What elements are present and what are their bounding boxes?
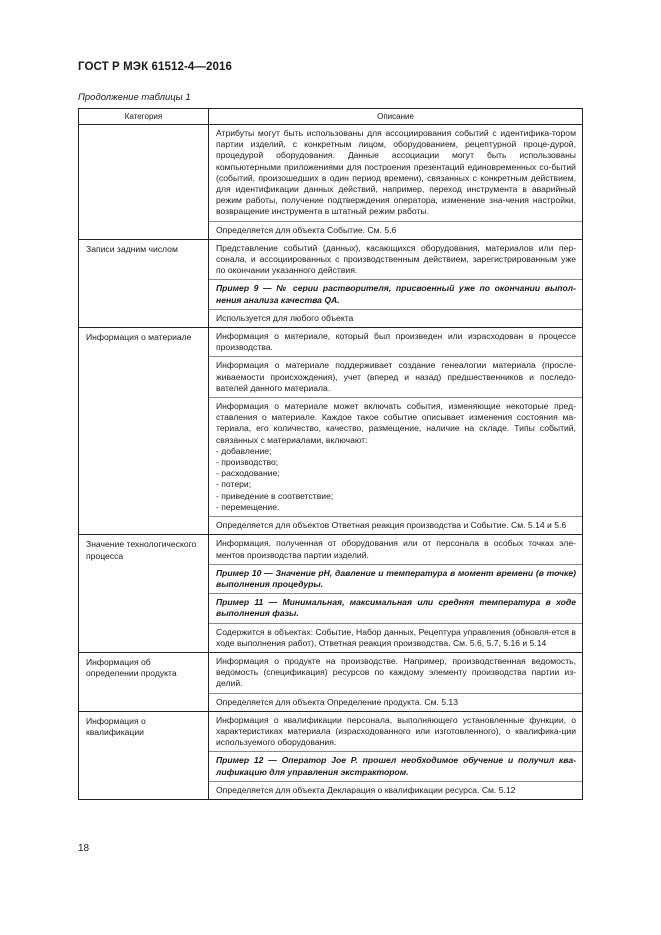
paragraph-text: Определяется для объекта Определение продукта. См. 5.13 — [216, 696, 458, 707]
list-item: - потери; — [216, 479, 252, 490]
example-paragraph — [209, 593, 582, 622]
table-header-row — [79, 109, 583, 125]
paragraph-text: Атрибуты могут быть использованы для ассоциирования событий с идентифика-тором партии изделий, с конкретным лицом, оборудованием, рецептурной проце-дурой, процедурой оборудования. Данные ассоциации могут быть использованы компьютерными приложениями для построения презентаций единовременных со-бытий (событий, произошедших в один период времени), связанных с конкретным действием, для идентификации данных действий, например, переход инструмента в аварийный режим работы, получение подтверждения оператора, изменение зна-чения настройки, возвращение инструмента в штатный режим работы. — [216, 128, 576, 217]
document-title: ГОСТ Р МЭК 61512-4—2016 — [78, 61, 232, 73]
table-row — [79, 711, 583, 799]
row-category: Записи задним числом — [79, 239, 209, 327]
paragraph-text: Пример 10 — Значение pH, давление и температура в момент времени (в точке) выполнения процедуры. — [216, 567, 576, 589]
description-paragraph — [209, 781, 582, 799]
row-description — [209, 535, 583, 653]
table-row — [79, 535, 583, 653]
list-item: - приведение в соответствие; — [216, 490, 334, 501]
row-description — [209, 711, 583, 799]
paragraph-text: Информация о материале, который был произведен или израсходован в процессе производства. — [216, 331, 576, 353]
row-description — [209, 125, 583, 240]
row-category: Информация о материале — [79, 328, 209, 535]
row-description — [209, 652, 583, 711]
paragraph-text: Представление событий (данных), касающихся оборудования, материалов или пер-сонала, и ассоциированных с производственным действием, зарегистрированным уже по окончании указанного действия. — [216, 242, 576, 276]
paragraph-text: Определяется для объекта Декларация о квалификации ресурса. См. 5.12 — [216, 784, 516, 795]
row-description — [209, 328, 583, 535]
description-paragraph — [209, 693, 582, 711]
list-item: - добавление; — [216, 445, 272, 456]
list-item: - расходование; — [216, 468, 280, 479]
list-item: - производство; — [216, 457, 279, 468]
description-paragraph — [209, 516, 582, 534]
paragraph-text: Пример 12 — Оператор Joe P. прошел необходимое обучение и получил ква-лификацию для управления экстрактором. — [216, 755, 576, 777]
description-paragraph — [209, 328, 582, 356]
description-paragraph — [209, 309, 582, 327]
paragraph-text: Пример 9 — № серии растворителя, присвоенный уже по окончании выпол-нения анализа качества QA. — [216, 283, 576, 305]
paragraph-text: Информация о квалификации персонала, выполняющего установленные функции, о характеристиках материала (израсходованного или изготовленного), о квалифика-ции используемого оборудования. — [216, 714, 576, 748]
table-caption: Продолжение таблицы 1 — [78, 92, 191, 103]
example-paragraph — [209, 751, 582, 780]
column-header-category: Категория — [79, 109, 209, 125]
paragraph-text: Информация о продукте на производстве. Например, производственная ведомость, ведомость (спецификация) ресурсов по каждому элементу производства партии из-делий. — [216, 655, 576, 689]
table-row — [79, 239, 583, 327]
row-category: Значение технологического процесса — [79, 535, 209, 653]
paragraph-text: Определяется для объекта Событие. См. 5.6 — [216, 224, 397, 235]
row-category: Информация об определении продукта — [79, 652, 209, 711]
row-category: Информация о квалификации — [79, 711, 209, 799]
description-paragraph — [209, 653, 582, 693]
paragraph-text: Пример 11 — Минимальная, максимальная или средняя температура в ходе выполнения фазы. — [216, 597, 576, 619]
row-description — [209, 239, 583, 327]
description-paragraph — [209, 356, 582, 397]
column-header-description: Описание — [209, 109, 583, 125]
table-row — [79, 652, 583, 711]
example-paragraph — [209, 279, 582, 308]
description-paragraph — [209, 623, 582, 652]
list-item: - перемещение. — [216, 501, 280, 512]
description-paragraph — [209, 240, 582, 280]
example-paragraph — [209, 564, 582, 593]
description-paragraph — [209, 125, 582, 221]
description-paragraph — [209, 535, 582, 563]
paragraph-text: Определяется для объектов Ответная реакция производства и Событие. См. 5.14 и 5.6 — [216, 520, 567, 531]
paragraph-text: Содержится в объектах: Событие, Набор данных, Рецептура управления (обновля-ется в ходе выполнения работ), Ответная реакция производства. См. 5.6, 5.7, 5.16 и 5.14 — [216, 626, 576, 648]
paragraph-text: Информация о материале поддерживает создание генеалогии материала (просле-живаемости происхождения), учет (вперед и назад) предшественников и последо-вателей данного материала. — [216, 360, 576, 393]
paragraph-text: Используется для любого объекта — [216, 312, 354, 323]
table-row — [79, 125, 583, 240]
description-paragraph — [209, 221, 582, 239]
description-paragraph — [209, 712, 582, 752]
table-row — [79, 328, 583, 535]
definitions-table — [78, 108, 583, 800]
row-category — [79, 125, 209, 240]
page-number: 18 — [78, 843, 90, 854]
description-paragraph — [209, 397, 582, 516]
paragraph-text: Информация о материале может включать события, изменяющие некоторые пред-ставления о материале. Каждое такое событие описывает изменения состояния ма-териала, его количество, качество, размещение, наличие на складе. Типы событий, связанных с материалами, включают: — [216, 401, 576, 445]
paragraph-text: Информация, полученная от оборудования или от персонала в особых точках эле-ментов производства партии изделий. — [216, 538, 576, 560]
